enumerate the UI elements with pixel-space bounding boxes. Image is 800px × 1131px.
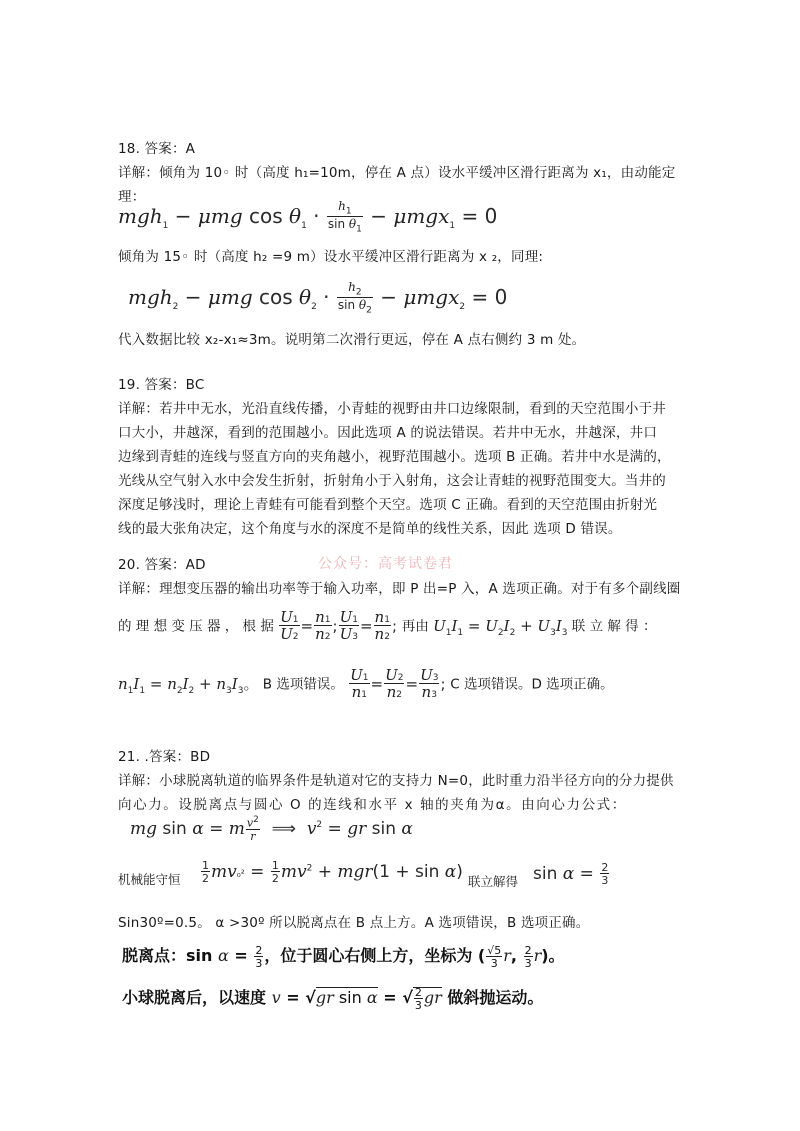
q21-line3: Sin30º=0.5。 α >30º 所以脱离点在 B 点上方。A 选项错误，B 选项正确。 — [118, 915, 590, 931]
q21-equation-3: sin α = $\frac{2}{3}$ — [533, 861, 609, 887]
q18-equation-1: mgh$_1$ − μmg $\cos \theta_1$ · $\frac{h_1}{\sin \theta_1}$ − μmgx$_1$ = 0 — [118, 199, 498, 235]
q20-line2-mid: 再由 — [401, 618, 429, 635]
q20-line1: 详解：理想变压器的输出功率等于输入功率，即 P 出=P 入，A 选项正确。对于有多个副线圈 — [118, 581, 681, 597]
q18-section — [118, 137, 688, 209]
q18-heading: 18. 答案：A — [118, 141, 196, 157]
q21-equation-2: $\frac{1}{2}$ mv₀² = $\frac{1}{2}$ $mv^2 + mgr(1 + \sin \alpha)$ — [202, 859, 463, 885]
q20-line2 — [118, 610, 688, 642]
q18-section-b — [118, 245, 688, 269]
q19-line: 详解：若井中无水，光沿直线传播，小青蛙的视野由井口边缘限制，看到的天空范围小于井 — [118, 401, 666, 417]
q19-line: 口大小，井越深，看到的范围越小。因此选项 A 的说法错误。若井中无水，井越深，井口 — [118, 425, 658, 441]
q20-heading: 20. 答案：AD — [118, 557, 206, 573]
q20-line2-post: 联 立 解 得 ： — [571, 618, 657, 635]
q18-line4: 代入数据比较 x₂-x₁≈3m。说明第二次滑行更远，停在 A 点右侧约 3 m 处。 — [118, 332, 586, 348]
q21-label-solve: 联立解得 — [468, 874, 519, 889]
q18-equation-2: mgh$_2$ − μmg $\cos \theta_2$ · $\frac{h_2}{\sin \theta_2}$ − μmgx$_2$ = 0 — [128, 280, 508, 316]
q20-voltage-ratio-formula: $\frac{U1}{n1}$ = $\frac{U2}{n2}$ = $\frac{U3}{n3}$ ; — [350, 666, 451, 701]
q20-current-formula: $n_1I_1 = n_2I_2 + n_3I_3$。 — [118, 674, 259, 696]
q21-bold-1: 脱离点：sin α = $\frac{2}{3}$ ，位于圆心右侧上方，坐标为 ( $\frac{√5}{3}$ r, $\frac{2}{3}$ r)。 — [122, 943, 565, 970]
q18-section-c — [118, 328, 688, 352]
q21-section — [118, 745, 688, 817]
q18-line1: 详解：倾角为 10◦ 时（高度 h₁=10m，停在 A 点）设水平缓冲区滑行距离为 x₁，由动能定 — [118, 165, 676, 181]
q19-heading: 19. 答案：BC — [118, 377, 205, 393]
q18-line3: 倾角为 15◦ 时（高度 h₂ =9 m）设水平缓冲区滑行距离为 x ₂，同理: — [118, 249, 544, 265]
q19-line: 深度足够浅时，理论上青蛙有可能看到整个天空。选项 C 正确。看到的天空范围由折射光 — [118, 497, 658, 513]
q20-line3-b: B 选项错误。 — [262, 676, 344, 693]
watermark: 公众号：高考试卷君 — [318, 556, 453, 572]
q21-bold-2: 小球脱离后，以速度 v = √gr sin α = √ $\frac{2}{3}$ gr 做斜抛运动。 — [122, 985, 544, 1012]
q20-line3-c: C 选项错误。D 选项正确。 — [450, 676, 614, 693]
q20-line3 — [118, 668, 718, 700]
q20-power-formula: $U_1I_1 = U_2I_2 + U_3I_3$ — [433, 616, 568, 638]
q20-ratio-formula: $\frac{U1}{U2}$ = $\frac{n1}{n2}$ ; $\frac{U1}{U3}$ = $\frac{n1}{n2}$ ; — [280, 608, 402, 643]
q19-line: 线的最大张角决定，这个角度与水的深度不是简单的线性关系，因此 选项 D 错误。 — [118, 521, 622, 537]
q21-line2: 向心力。设脱离点与圆心 O 的连线和水平 x 轴的夹角为α。由向心力公式： — [118, 797, 627, 813]
q19-line: 边缘到青蛙的连线与竖直方向的夹角越小，视野范围越小。选项 B 正确。若井中水是满的， — [118, 449, 671, 465]
q20-line2-pre: 的 理 想 变 压 器 ， 根 据 — [118, 618, 274, 635]
q20-section — [118, 553, 688, 601]
q21-label-energy: 机械能守恒 — [118, 872, 181, 887]
q19-line: 光线从空气射入水中会发生折射，折射角小于入射角，这会让青蛙的视野范围变大。当井的 — [118, 473, 666, 489]
q18-line2: 理： — [118, 189, 146, 205]
q19-section — [118, 373, 688, 541]
q21-section-b — [118, 911, 688, 935]
q21-equation-1: mg sin α = m $\frac{v^2}{r}$ ⟹ $v^2$ = gr sin α — [130, 815, 413, 843]
q21-line1: 详解：小球脱离轨道的临界条件是轨道对它的支持力 N=0，此时重力沿半径方向的分力提供 — [118, 773, 674, 789]
q21-heading: 21. .答案：BD — [118, 749, 211, 765]
